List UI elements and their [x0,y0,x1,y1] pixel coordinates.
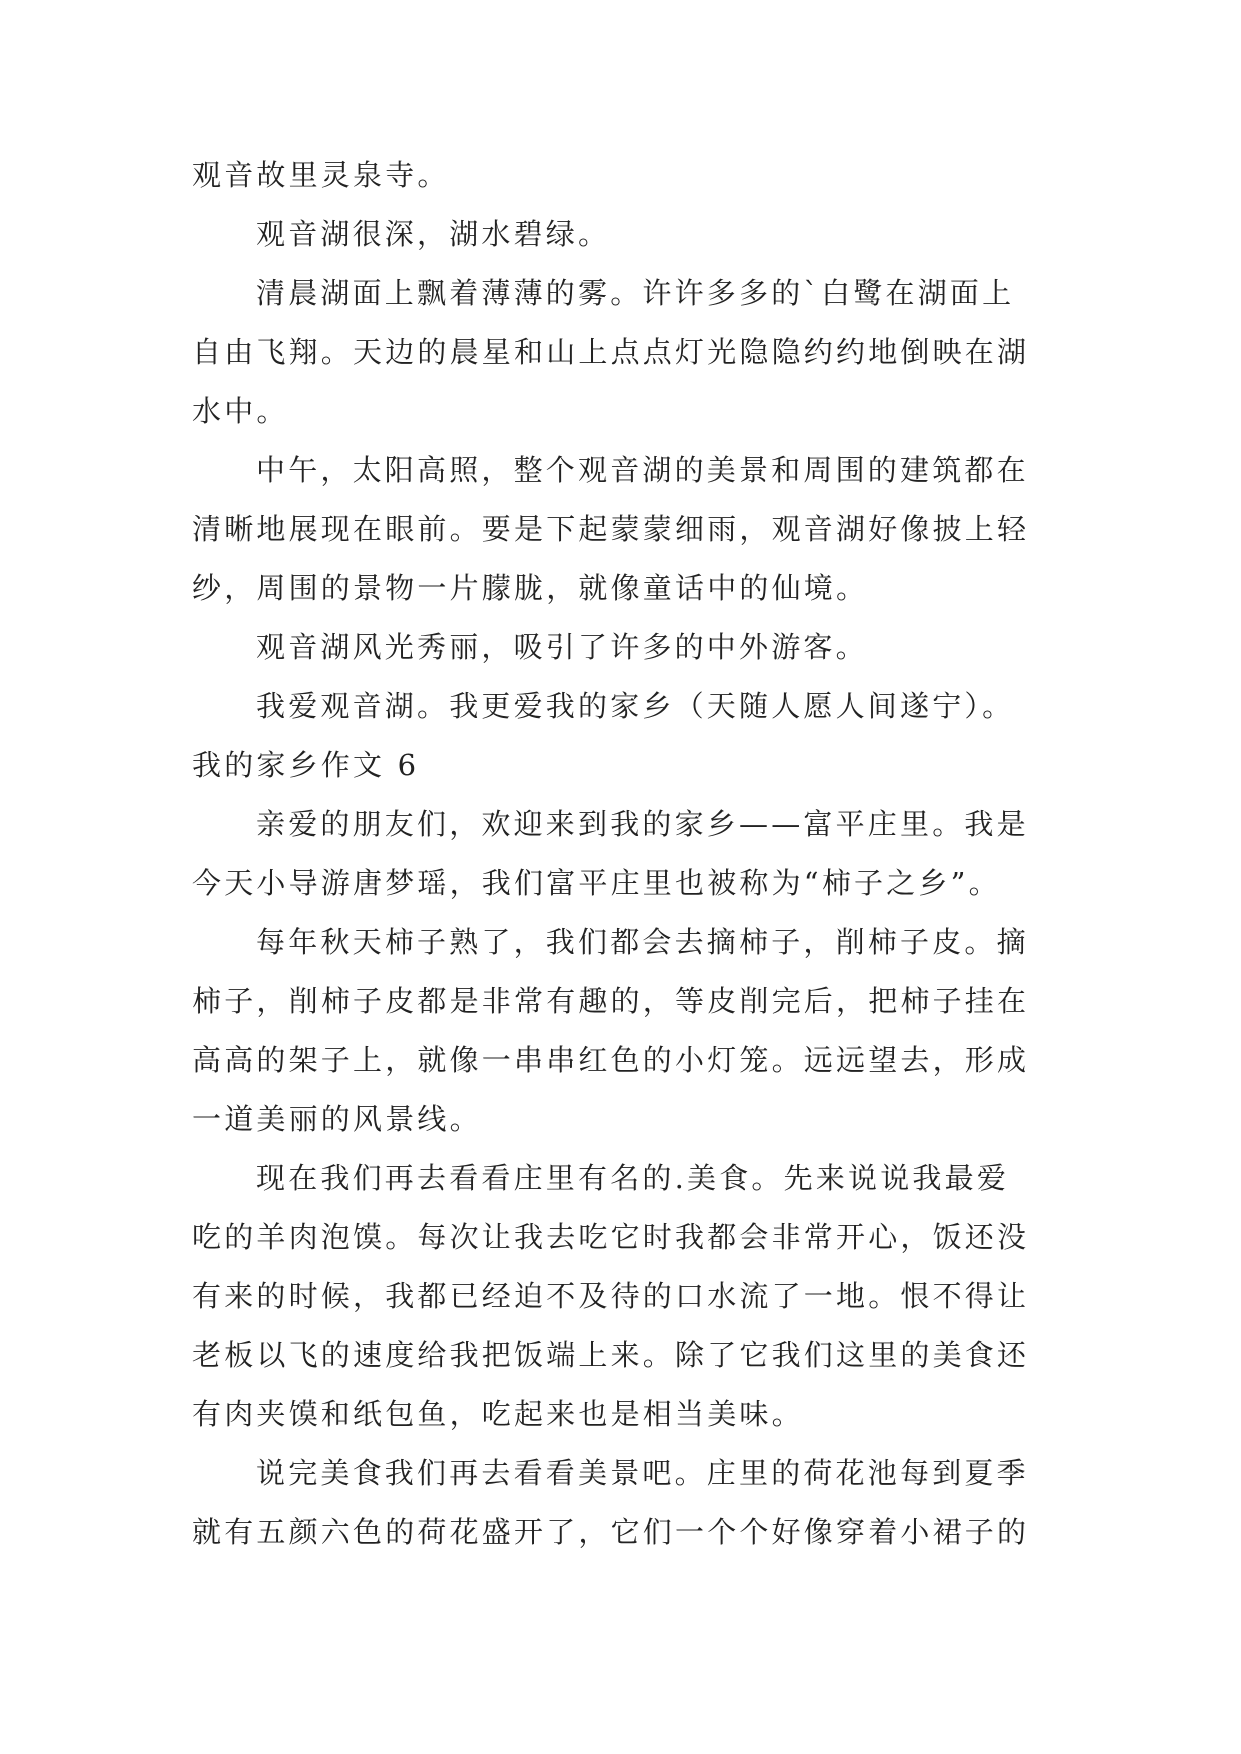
text-line: 今天小导游唐梦瑶，我们富平庄里也被称为“柿子之乡”。 [192,866,1001,900]
text-line: 自由飞翔。天边的晨星和山上点点灯光隐隐约约地倒映在湖 [192,335,1030,369]
text-line: 纱，周围的景物一片朦胧，就像童话中的仙境。 [192,571,869,605]
text-line: 有来的时候，我都已经迫不及待的口水流了一地。恨不得让 [192,1279,1030,1313]
text-line: 高高的架子上，就像一串串红色的小灯笼。远远望去，形成 [192,1043,1030,1077]
text-line: 柿子，削柿子皮都是非常有趣的，等皮削完后，把柿子挂在 [192,984,1030,1018]
text-line: 观音故里灵泉寺。 [192,158,450,192]
text-line: 吃的羊肉泡馍。每次让我去吃它时我都会非常开心，饭还没 [192,1220,1030,1254]
text-line: 清晨湖面上飘着薄薄的雾。许许多多的`白鹭在湖面上 [256,276,1015,310]
text-line: 每年秋天柿子熟了，我们都会去摘柿子，削柿子皮。摘 [256,925,1029,959]
text-line: 亲爱的朋友们，欢迎来到我的家乡——富平庄里。我是 [256,807,1029,841]
document-body [192,146,1062,1562]
text-line: 有肉夹馍和纸包鱼，吃起来也是相当美味。 [192,1397,804,1431]
text-line: 水中。 [192,394,289,428]
text-line: 观音湖很深，湖水碧绿。 [256,217,611,251]
text-line: 就有五颜六色的荷花盛开了，它们一个个好像穿着小裙子的 [192,1515,1030,1549]
text-line: 说完美食我们再去看看美景吧。庄里的荷花池每到夏季 [256,1456,1029,1490]
text-line: 我爱观音湖。我更爱我的家乡（天随人愿人间遂宁）。 [256,689,1015,723]
text-line: 老板以飞的速度给我把饭端上来。除了它我们这里的美食还 [192,1338,1030,1372]
section-heading: 我的家乡作文 6 [192,748,420,782]
text-line: 一道美丽的风景线。 [192,1102,482,1136]
text-line: 清晰地展现在眼前。要是下起蒙蒙细雨，观音湖好像披上轻 [192,512,1030,546]
text-line: 观音湖风光秀丽，吸引了许多的中外游客。 [256,630,868,664]
text-line: 现在我们再去看看庄里有名的.美食。先来说说我最爱 [256,1161,1010,1195]
text-line: 中午，太阳高照，整个观音湖的美景和周围的建筑都在 [256,453,1029,487]
